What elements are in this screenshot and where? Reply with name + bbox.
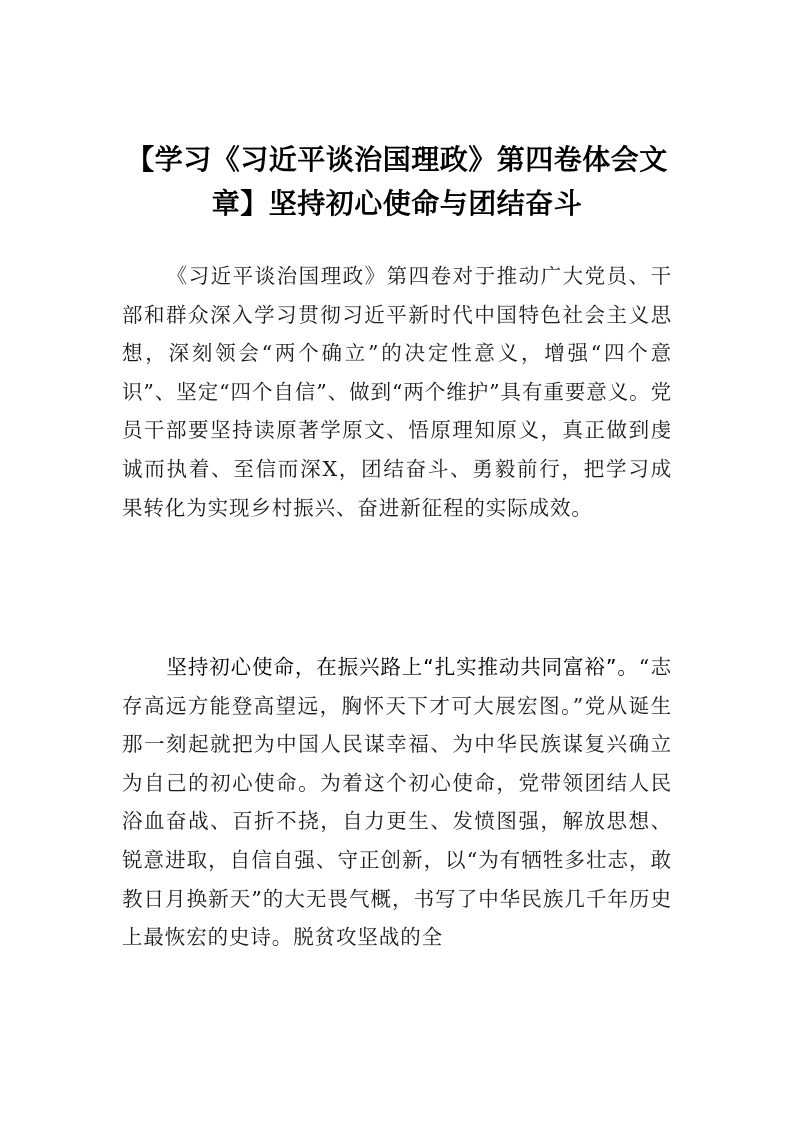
paragraph-intro-text: 《习近平谈治国理政》第四卷对于推动广大党员、干部和群众深入学习贯彻习近平新时代中国特色社会主义思想，深刻领会“两个确立”的决定性意义，增强“四个意识”、坚定“四个自信”、做到“两个维护”具有重要意义。党员干部要坚持读原著学原文、悟原理知原义，真正做到虔诚而执着、至信而深X，团结奋斗、勇毅前行，把学习成果转化为实现乡村振兴、奋进新征程的实际成效。 [122,264,672,520]
paragraph-section-1 [122,648,672,957]
section-heading: 坚持初心使命，在振兴路上“扎实推动共同富裕”。 [166,655,639,679]
document-title: 【学习《习近平谈治国理政》第四卷体会文章】坚持初心使命与团结奋斗 [126,143,668,220]
paragraph-intro [122,257,672,527]
paragraph-section-1-text: “志存高远方能登高望远，胸怀天下才可大展宏图。”党从诞生那一刻起就把为中国人民谋幸福、为中华民族谋复兴确立为自己的初心使命。为着这个初心使命，党带领团结人民浴血奋战、百折不挠，自力更生、发愤图强，解放思想、锐意进取，自信自强、守正创新，以“为有牺牲多壮志，敢教日月换新天”的大无畏气概，书写了中华民族几千年历史上最恢宏的史诗。脱贫攻坚战的全 [122,655,672,950]
